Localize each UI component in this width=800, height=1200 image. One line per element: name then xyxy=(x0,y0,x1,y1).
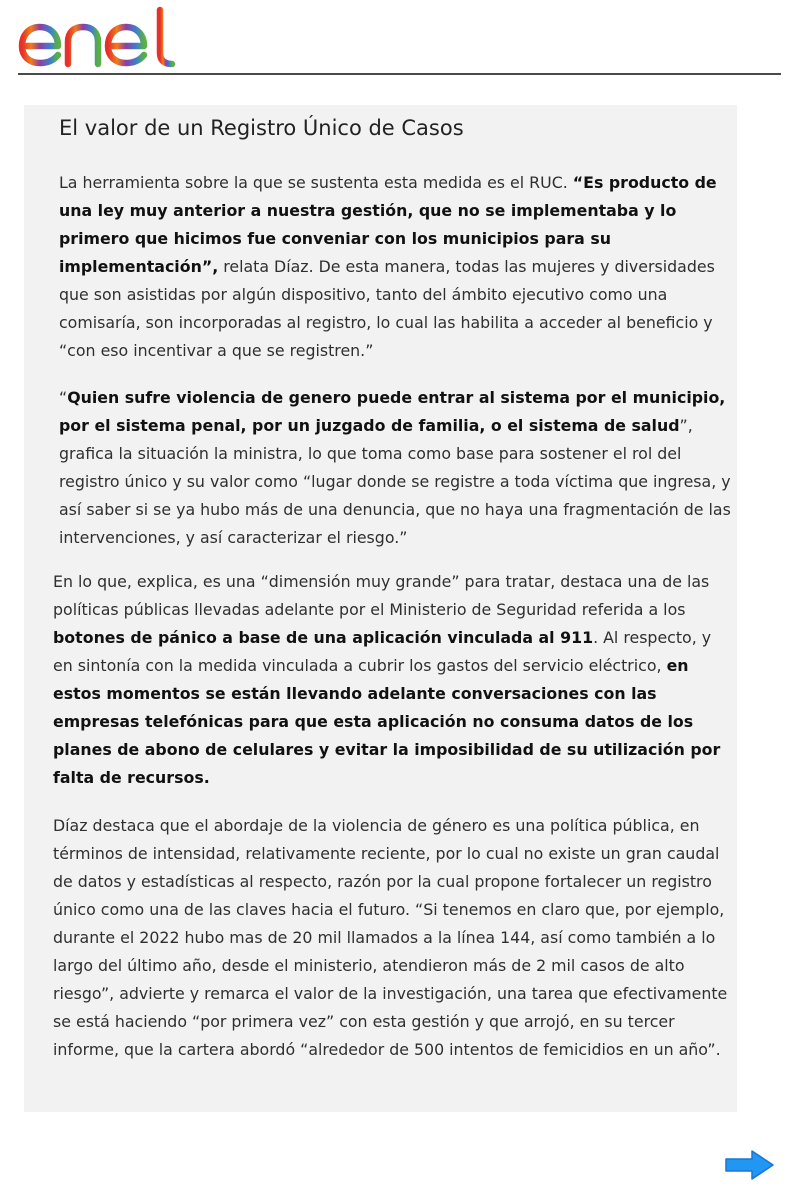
section-title: El valor de un Registro Único de Casos xyxy=(59,116,464,140)
paragraph-2-quote: Quien sufre violencia de genero puede entrar al sistema por el municipio, por el sistema penal, por un juzgado de familia, o el sistema de salud xyxy=(59,388,726,435)
paragraph-2 xyxy=(59,384,735,552)
paragraph-3-text: En lo que, explica, es una “dimensión muy grande” para tratar, destaca una de las políticas públicas llevadas adelante por el Ministerio de Seguridad referida a los xyxy=(53,572,710,619)
article-section xyxy=(24,105,737,1112)
paragraph-3-highlight-2: en estos momentos se están llevando adelante conversaciones con las empresas telefónicas para que esta aplicación no consuma datos de los planes de abono de celulares y evitar la imposibilidad de su utilización por falta de recursos. xyxy=(53,656,721,787)
page-header xyxy=(0,0,800,76)
enel-logo[interactable] xyxy=(18,4,180,68)
paragraph-1-text: La herramienta sobre la que se sustenta esta medida es el RUC. xyxy=(59,173,573,192)
paragraph-2-open-quote: “ xyxy=(59,388,68,407)
paragraph-3-text-middle: . Al respecto, y en sintonía con la medida vinculada a cubrir los gastos del servicio eléctrico, xyxy=(53,628,712,675)
paragraph-4: Díaz destaca que el abordaje de la violencia de género es una política pública, en términos de intensidad, relativamente reciente, por lo cual no existe un gran caudal de datos y estadísticas al respecto, razón por la cual propone fortalecer un registro único como una de las claves hacia el futuro. “Si tenemos en claro que, por ejemplo, durante el 2022 hubo mas de 20 mil llamados a la línea 144, así como también a lo largo del último año, desde el ministerio, atendieron más de 2 mil casos de alto riesgo”, advierte y remarca el valor de la investigación, una tarea que efectivamente se está haciendo “por primera vez” con esta gestión y que arrojó, en su tercer informe, que la cartera abordó “alrededor de 500 intentos de femicidios en un año”. xyxy=(53,816,728,1059)
header-divider xyxy=(18,73,781,75)
paragraph-1-text-end: relata Díaz. De esta manera, todas las mujeres y diversidades que son asistidas por algún dispositivo, tanto del ámbito ejecutivo como una comisaría, son incorporadas al registro, lo cual las habilita a acceder al beneficio y “con eso incentivar a que se registren.” xyxy=(59,257,715,360)
paragraph-3-highlight-1: botones de pánico a base de una aplicación vinculada al 911 xyxy=(53,628,594,647)
logo-text: enel xyxy=(18,4,21,5)
paragraph-1-quote: “Es producto de una ley muy anterior a nuestra gestión, que no se implementaba y lo primero que hicimos fue conveniar con los municipios para su implementación”, xyxy=(59,173,717,276)
paragraph-3 xyxy=(53,568,735,792)
paragraph-2-text-end: ”, grafica la situación la ministra, lo que toma como base para sostener el rol del registro único y su valor como “lugar donde se registre a toda víctima que ingresa, y así saber si se ya hubo más de una denuncia, que no haya una fragmentación de las intervenciones, y así caracterizar el riesgo.” xyxy=(59,416,731,547)
paragraph-1 xyxy=(59,169,735,365)
next-page-arrow-icon[interactable] xyxy=(724,1148,776,1182)
